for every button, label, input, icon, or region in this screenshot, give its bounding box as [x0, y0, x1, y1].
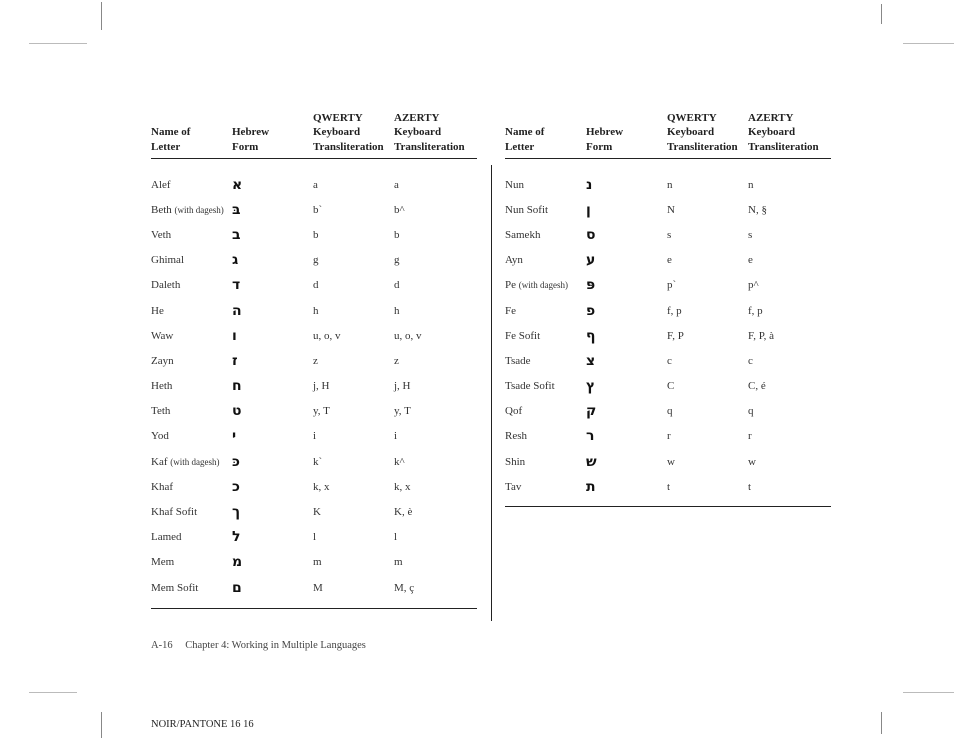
letter-name-text: Kaf	[151, 455, 168, 468]
letter-note: (with dagesh)	[170, 456, 220, 467]
letter-name	[151, 481, 232, 493]
azerty-value: M, ç	[394, 581, 415, 594]
letter-name	[151, 254, 232, 266]
azerty-value: t	[748, 480, 752, 493]
header-azerty: AZERTY Keyboard Transliteration	[748, 111, 819, 153]
right-transliteration-table	[505, 110, 831, 507]
letter-name-text: Mem	[151, 556, 175, 569]
hebrew-form: ת	[586, 478, 596, 495]
azerty-value: C, é	[748, 380, 766, 393]
page-number: A-16	[151, 640, 173, 651]
hebrew-form: ן	[586, 201, 591, 218]
letter-name	[505, 380, 586, 392]
qwerty-value: b`	[313, 203, 323, 216]
table-body	[151, 159, 477, 600]
qwerty-value: j, H	[313, 380, 330, 393]
hebrew-form: ה	[232, 302, 242, 319]
table-row	[505, 374, 831, 399]
letter-name	[505, 430, 586, 442]
qwerty-value: C	[667, 380, 675, 393]
azerty-value: u, o, v	[394, 329, 422, 342]
hebrew-form: ל	[232, 529, 241, 546]
letter-name	[505, 279, 586, 291]
letter-name-text: Veth	[151, 228, 172, 241]
header-name: Name of Letter	[505, 126, 545, 153]
page-footer	[151, 640, 366, 651]
letter-name-text: Fe Sofit	[505, 329, 541, 342]
table-row	[505, 172, 831, 197]
letter-name	[151, 556, 232, 568]
letter-name	[151, 204, 232, 216]
qwerty-value: s	[667, 228, 672, 241]
chapter-title: Chapter 4: Working in Multiple Languages	[185, 640, 366, 651]
letter-name-text: Ghimal	[151, 254, 184, 267]
header-form: Hebrew Form	[586, 126, 624, 153]
letter-name-text: Daleth	[151, 279, 181, 292]
azerty-value: m	[394, 556, 403, 569]
letter-name-text: Khaf	[151, 480, 173, 493]
crop-mark-left-lower	[29, 692, 77, 693]
azerty-value: k^	[394, 455, 405, 468]
header-qwerty: QWERTY Keyboard Transliteration	[667, 111, 738, 153]
letter-name-text: Khaf Sofit	[151, 506, 198, 519]
azerty-value: c	[748, 354, 753, 367]
letter-name	[151, 456, 232, 468]
table-row	[505, 197, 831, 222]
letter-name-text: Alef	[151, 178, 171, 191]
hebrew-form: ף	[586, 327, 596, 344]
table-row	[505, 348, 831, 373]
letter-name	[505, 330, 586, 342]
letter-name-text: Teth	[151, 405, 171, 418]
azerty-value: f, p	[748, 304, 763, 317]
table-row	[505, 323, 831, 348]
hebrew-form: מ	[232, 554, 243, 571]
azerty-value: r	[748, 430, 752, 443]
hebrew-form: ע	[586, 252, 596, 269]
qwerty-value: h	[313, 304, 319, 317]
header-qwerty: QWERTY Keyboard Transliteration	[313, 111, 384, 153]
letter-name-text: He	[151, 304, 164, 317]
hebrew-form: ז	[232, 352, 238, 369]
letter-note: (with dagesh)	[518, 280, 568, 291]
hebrew-form: ך	[232, 504, 241, 521]
qwerty-value: a	[313, 178, 318, 191]
table-row	[505, 273, 831, 298]
qwerty-value: M	[313, 581, 323, 594]
letter-name	[151, 582, 232, 594]
crop-mark-right-upper	[903, 43, 954, 44]
printer-mark: NOIR/PANTONE 16 16	[151, 719, 254, 730]
table-row	[151, 374, 477, 399]
table-row	[151, 449, 477, 474]
table-row	[151, 172, 477, 197]
letter-note: (with dagesh)	[174, 204, 224, 215]
letter-name-text: Tav	[505, 480, 522, 493]
hebrew-form: כּ	[232, 453, 240, 470]
azerty-value: N, §	[748, 203, 767, 216]
letter-name-text: Fe	[505, 304, 516, 317]
letter-name-text: Resh	[505, 430, 527, 443]
qwerty-value: i	[313, 430, 317, 443]
table-header	[151, 110, 477, 159]
letter-name-text: Waw	[151, 329, 174, 342]
azerty-value: b^	[394, 203, 405, 216]
qwerty-value: p`	[667, 279, 677, 292]
letter-name-text: Mem Sofit	[151, 581, 199, 594]
table-row	[505, 399, 831, 424]
hebrew-form: פ	[586, 302, 596, 319]
qwerty-value: e	[667, 254, 672, 267]
hebrew-form: נ	[586, 176, 593, 193]
table-row	[505, 248, 831, 273]
qwerty-value: z	[313, 354, 318, 367]
qwerty-value: q	[667, 405, 673, 418]
letter-name-text: Beth	[151, 203, 172, 216]
azerty-value: i	[394, 430, 398, 443]
header-azerty: AZERTY Keyboard Transliteration	[394, 111, 465, 153]
hebrew-form: י	[232, 428, 237, 445]
letter-name	[151, 355, 232, 367]
hebrew-form: ץ	[586, 378, 596, 395]
azerty-value: l	[394, 531, 398, 544]
hebrew-form: ם	[232, 579, 242, 596]
table-row	[151, 575, 477, 600]
table-row	[505, 449, 831, 474]
letter-name	[151, 380, 232, 392]
letter-name	[505, 254, 586, 266]
hebrew-form: א	[232, 176, 243, 193]
table-row	[151, 248, 477, 273]
letter-name-text: Heth	[151, 380, 173, 393]
table-rule	[151, 608, 477, 609]
azerty-value: K, è	[394, 506, 413, 519]
azerty-value: g	[394, 254, 400, 267]
crop-mark-top-left	[101, 2, 102, 30]
table-row	[151, 424, 477, 449]
left-transliteration-table	[151, 110, 477, 609]
azerty-value: y, T	[394, 405, 411, 418]
azerty-value: F, P, à	[748, 329, 775, 342]
qwerty-value: k`	[313, 455, 323, 468]
crop-mark-top-right	[881, 4, 882, 24]
letter-name-text: Nun	[505, 178, 524, 191]
hebrew-form: ב	[232, 226, 241, 243]
qwerty-value: n	[667, 178, 673, 191]
qwerty-value: b	[313, 228, 319, 241]
crop-mark-bottom-left	[101, 712, 102, 738]
azerty-value: j, H	[394, 380, 411, 393]
qwerty-value: N	[667, 203, 675, 216]
table-row	[505, 424, 831, 449]
azerty-value: d	[394, 279, 400, 292]
table-row	[151, 323, 477, 348]
azerty-value: w	[748, 455, 756, 468]
letter-name	[505, 481, 586, 493]
azerty-value: a	[394, 178, 399, 191]
table-row	[151, 273, 477, 298]
letter-name-text: Lamed	[151, 531, 182, 544]
azerty-value: k, x	[394, 480, 411, 493]
letter-name-text: Samekh	[505, 228, 541, 241]
table-row	[151, 474, 477, 499]
hebrew-form: ק	[586, 403, 597, 420]
hebrew-form: ח	[232, 378, 242, 395]
letter-name	[505, 204, 586, 216]
letter-name	[505, 229, 586, 241]
qwerty-value: y, T	[313, 405, 330, 418]
letter-name	[151, 405, 232, 417]
hebrew-form: בּ	[232, 201, 241, 218]
table-row	[505, 222, 831, 247]
table-row	[151, 525, 477, 550]
hebrew-form: ט	[232, 403, 242, 420]
letter-name-text: Tsade Sofit	[505, 380, 555, 393]
header-name: Name of Letter	[151, 126, 191, 153]
qwerty-value: t	[667, 480, 671, 493]
qwerty-value: k, x	[313, 480, 330, 493]
letter-name	[505, 305, 586, 317]
table-rule	[505, 506, 831, 507]
letter-name-text: Zayn	[151, 354, 174, 367]
table-header	[505, 110, 831, 159]
letter-name	[505, 405, 586, 417]
table-row	[151, 348, 477, 373]
qwerty-value: g	[313, 254, 319, 267]
letter-name-text: Qof	[505, 405, 523, 418]
crop-mark-left-upper	[29, 43, 87, 44]
table-row	[151, 499, 477, 524]
letter-name	[505, 355, 586, 367]
crop-mark-right-lower	[903, 692, 954, 693]
azerty-value: q	[748, 405, 754, 418]
qwerty-value: m	[313, 556, 322, 569]
qwerty-value: F, P	[667, 329, 684, 342]
letter-name	[151, 229, 232, 241]
crop-mark-bottom-right	[881, 712, 882, 734]
header-form: Hebrew Form	[232, 126, 270, 153]
table-row	[505, 474, 831, 499]
letter-name-text: Shin	[505, 455, 526, 468]
qwerty-value: l	[313, 531, 317, 544]
table-row	[151, 197, 477, 222]
azerty-value: h	[394, 304, 400, 317]
qwerty-value: K	[313, 506, 321, 519]
table-row	[505, 298, 831, 323]
letter-name-text: Ayn	[505, 254, 523, 267]
letter-name	[151, 305, 232, 317]
hebrew-form: צ	[586, 352, 596, 369]
hebrew-form: ס	[586, 226, 596, 243]
qwerty-value: f, p	[667, 304, 682, 317]
letter-name-text: Nun Sofit	[505, 203, 549, 216]
azerty-value: n	[748, 178, 754, 191]
azerty-value: p^	[748, 279, 759, 292]
qwerty-value: r	[667, 430, 671, 443]
letter-name	[151, 330, 232, 342]
hebrew-form: ג	[232, 252, 239, 269]
letter-name-text: Yod	[151, 430, 169, 443]
table-body	[505, 159, 831, 499]
table-row	[151, 298, 477, 323]
azerty-value: e	[748, 254, 753, 267]
column-separator	[491, 165, 492, 621]
hebrew-form: ש	[586, 453, 597, 470]
letter-name	[505, 179, 586, 191]
letter-name	[151, 179, 232, 191]
table-row	[151, 222, 477, 247]
qwerty-value: w	[667, 455, 675, 468]
hebrew-form: פּ	[586, 277, 596, 294]
letter-name	[151, 430, 232, 442]
hebrew-form: ר	[586, 428, 595, 445]
qwerty-value: u, o, v	[313, 329, 341, 342]
qwerty-value: c	[667, 354, 672, 367]
letter-name	[151, 506, 232, 518]
letter-name-text: Pe	[505, 279, 516, 292]
table-row	[151, 550, 477, 575]
letter-name-text: Tsade	[505, 354, 531, 367]
hebrew-form: ד	[232, 277, 241, 294]
letter-name	[151, 279, 232, 291]
hebrew-form: ו	[232, 327, 237, 344]
qwerty-value: d	[313, 279, 319, 292]
azerty-value: s	[748, 228, 753, 241]
letter-name	[505, 456, 586, 468]
table-row	[151, 399, 477, 424]
azerty-value: z	[394, 354, 399, 367]
azerty-value: b	[394, 228, 400, 241]
letter-name	[151, 531, 232, 543]
hebrew-form: כ	[232, 478, 240, 495]
